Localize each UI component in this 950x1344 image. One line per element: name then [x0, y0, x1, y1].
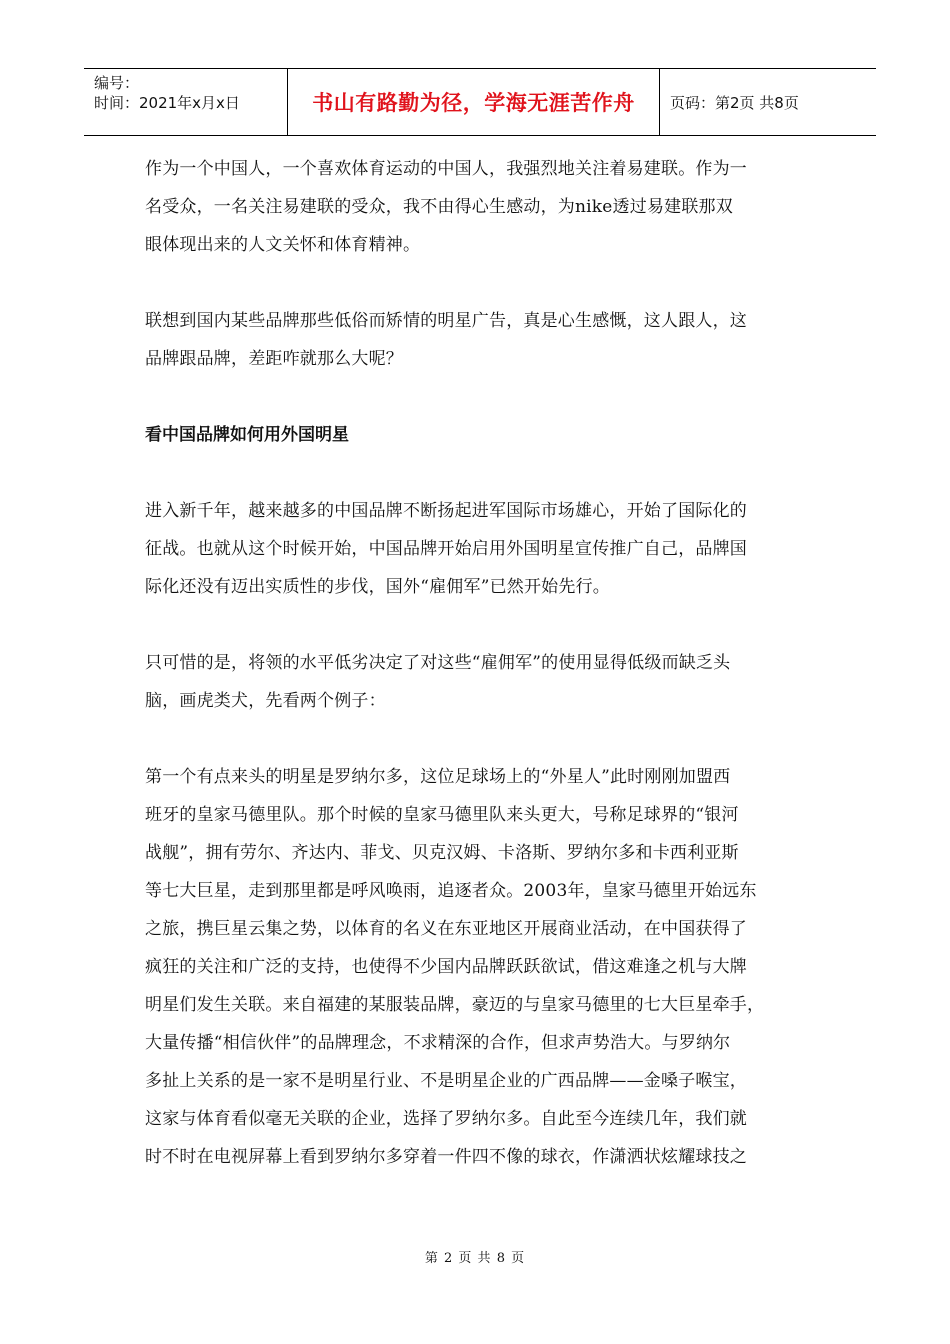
- document-body: [145, 150, 825, 1176]
- text-line: 大量传播“相信伙伴”的品牌理念，不求精深的合作，但求声势浩大。与罗纳尔: [145, 1033, 731, 1053]
- paragraph-4: [145, 644, 825, 720]
- text-line: 征战。也就从这个时候开始，中国品牌开始启用外国明星宣传推广自己，品牌国: [145, 539, 747, 559]
- header-meta: [84, 69, 288, 135]
- text-line: 等七大巨星，走到那里都是呼风唤雨，追逐者众。2003年，皇家马德里开始远东: [145, 881, 757, 901]
- text-line: 疯狂的关注和广泛的支持，也使得不少国内品牌跃跃欲试，借这难逢之机与大牌: [145, 957, 747, 977]
- document-time: 时间：2021年x月x日: [94, 94, 240, 112]
- text-line: 只可惜的是，将领的水平低劣决定了对这些“雇佣军”的使用显得低级而缺乏头: [145, 653, 731, 673]
- text-line: 品牌跟品牌，差距咋就那么大呢？: [145, 349, 403, 369]
- page-header: [84, 68, 876, 136]
- text-line: 之旅，携巨星云集之势，以体育的名义在东亚地区开展商业活动，在中国获得了: [145, 919, 747, 939]
- text-line: 这家与体育看似毫无关联的企业，选择了罗纳尔多。自此至今连续几年，我们就: [145, 1109, 747, 1129]
- text-line: 际化还没有迈出实质性的步伐，国外“雇佣军”已然开始先行。: [145, 577, 610, 597]
- header-page-info: 页码：第2页 共8页: [670, 93, 799, 112]
- header-motto: 书山有路勤为径，学海无涯苦作舟: [288, 69, 660, 135]
- paragraph-5: [145, 758, 825, 1176]
- text-line: 联想到国内某些品牌那些低俗而矫情的明星广告，真是心生感慨，这人跟人，这: [145, 311, 747, 331]
- text-line: 名受众，一名关注易建联的受众，我不由得心生感动，为nike透过易建联那双: [145, 197, 733, 217]
- text-line: 眼体现出来的人文关怀和体育精神。: [145, 235, 421, 255]
- paragraph-2: [145, 302, 825, 378]
- text-line: 进入新千年，越来越多的中国品牌不断扬起进军国际市场雄心，开始了国际化的: [145, 501, 747, 521]
- page-footer: 第 2 页 共 8 页: [424, 1251, 526, 1266]
- text-line: 班牙的皇家马德里队。那个时候的皇家马德里队来头更大，号称足球界的“银河: [145, 805, 739, 825]
- text-line: 作为一个中国人，一个喜欢体育运动的中国人，我强烈地关注着易建联。作为一: [145, 159, 747, 179]
- document-number-label: 编号：: [94, 74, 140, 92]
- section-heading: 看中国品牌如何用外国明星: [145, 425, 349, 445]
- text-line: 脑，画虎类犬，先看两个例子：: [145, 691, 386, 711]
- text-line: 时不时在电视屏幕上看到罗纳尔多穿着一件四不像的球衣，作潇洒状炫耀球技之: [145, 1147, 747, 1167]
- text-line: 第一个有点来头的明星是罗纳尔多，这位足球场上的“外星人”此时刚刚加盟西: [145, 767, 731, 787]
- paragraph-3: [145, 492, 825, 606]
- paragraph-1: [145, 150, 825, 264]
- text-line: 多扯上关系的是一家不是明星行业、不是明星企业的广西品牌——金嗓子喉宝，: [145, 1071, 747, 1091]
- text-line: 明星们发生关联。来自福建的某服装品牌，豪迈的与皇家马德里的七大巨星牵手，: [145, 995, 765, 1015]
- text-line: 战舰”，拥有劳尔、齐达内、菲戈、贝克汉姆、卡洛斯、罗纳尔多和卡西利亚斯: [145, 843, 739, 863]
